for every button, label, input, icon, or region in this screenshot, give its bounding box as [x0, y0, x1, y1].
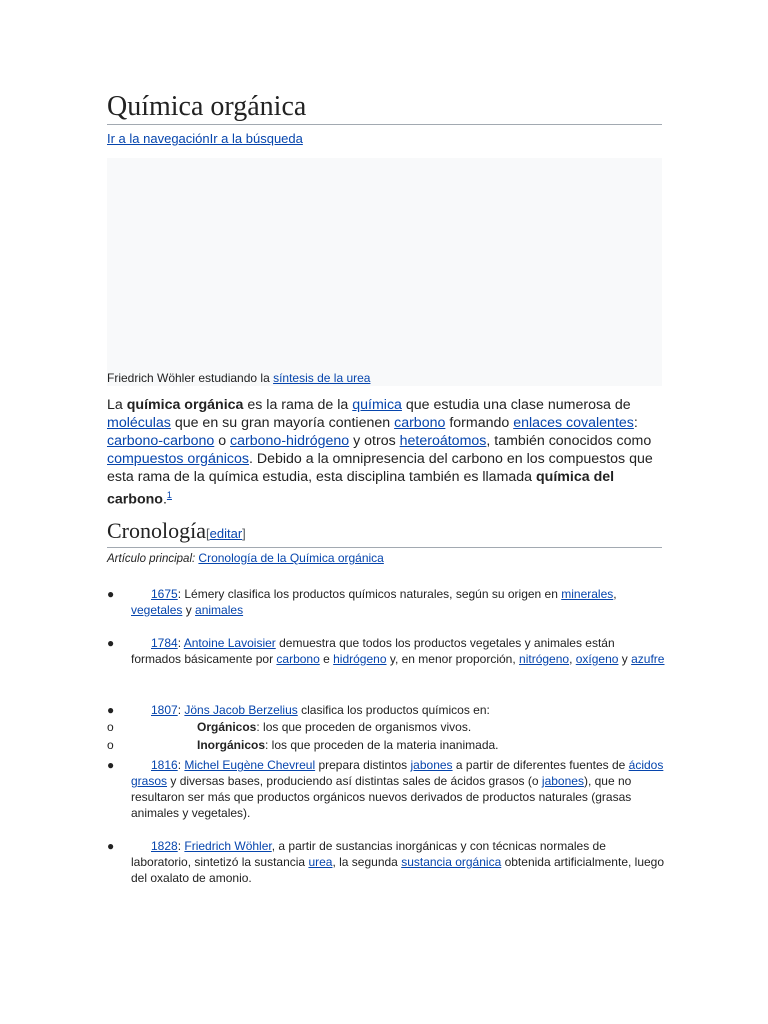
hatnote	[107, 550, 384, 567]
item-text: obtenida artificialmente, luego del oxalato de amonio.	[131, 855, 665, 885]
item-text: :	[177, 839, 185, 853]
bullet-icon: ●	[107, 758, 115, 772]
figure-caption	[107, 370, 370, 386]
link-wohler[interactable]: Friedrich Wöhler	[184, 839, 272, 853]
item-text: y	[182, 603, 196, 617]
link-carbono-carbono[interactable]: carbono-carbono	[107, 433, 215, 449]
link-lavoisier[interactable]: Antoine Lavoisier	[183, 636, 276, 650]
page-title: Química orgánica	[107, 90, 662, 125]
link-compuestos-organicos[interactable]: compuestos orgánicos	[107, 451, 249, 467]
section-heading	[107, 518, 662, 548]
link-azufre[interactable]: azufre	[631, 652, 665, 666]
link-hidrogeno[interactable]: hidrógeno	[333, 652, 387, 666]
link-carbono[interactable]: carbono	[276, 652, 320, 666]
sub-bullet-icon: o	[107, 738, 114, 752]
item-text: ,	[569, 652, 576, 666]
link-minerales[interactable]: minerales	[561, 587, 614, 601]
sub-item-text: : los que proceden de organismos vivos.	[256, 720, 472, 734]
year-link[interactable]: 1807	[151, 703, 178, 717]
caption-link[interactable]: síntesis de la urea	[273, 371, 371, 385]
intro-text: o	[214, 433, 231, 449]
link-carbono[interactable]: carbono	[394, 415, 446, 431]
year-link[interactable]: 1784	[151, 636, 178, 650]
sub-bullet-icon: o	[107, 720, 114, 734]
link-jabones[interactable]: jabones	[541, 774, 584, 788]
hatnote-link[interactable]: Cronología de la Química orgánica	[198, 551, 384, 565]
intro-text: que estudia una clase numerosa de	[401, 397, 631, 413]
sub-item-bold: Inorgánicos	[197, 738, 266, 752]
item-text: clasifica los productos químicos en:	[297, 703, 490, 717]
item-text: a partir de diferentes fuentes de	[452, 758, 629, 772]
item-text: ), que no resultaron ser más que productos orgánicos nuevos derivados de productos naturales (grasas animales y vegetales).	[131, 774, 632, 820]
item-text: y, en menor proporción,	[386, 652, 520, 666]
item-text: :	[177, 636, 184, 650]
link-oxigeno[interactable]: oxígeno	[575, 652, 619, 666]
intro-text: . Debido a la omnipresencia del carbono en los compuestos que esta rama de la química estudia, esta disciplina también es llamada	[107, 451, 653, 485]
link-moleculas[interactable]: moléculas	[107, 415, 171, 431]
jump-links	[107, 131, 303, 147]
sub-item-text: : los que proceden de la materia inanimada.	[265, 738, 499, 752]
hatnote-label: Artículo principal:	[107, 553, 196, 565]
year-link[interactable]: 1816	[151, 758, 178, 772]
item-text: , a partir de sustancias inorgánicas y con técnicas normales de laboratorio, sintetizó la sustancia	[131, 839, 606, 869]
bullet-icon: ●	[107, 636, 115, 650]
link-heteroatomos[interactable]: heteroátomos	[399, 433, 487, 449]
item-text: :	[177, 758, 185, 772]
edit-section	[206, 526, 246, 541]
link-animales[interactable]: animales	[195, 603, 244, 617]
list-item	[107, 635, 666, 667]
item-text: : Lémery clasifica los productos químicos naturales, según su origen en	[177, 587, 562, 601]
list-item	[107, 702, 666, 718]
intro-paragraph	[107, 396, 662, 509]
item-text: y	[618, 652, 632, 666]
section-title: Cronología	[107, 518, 206, 543]
item-text: ,	[613, 587, 617, 601]
intro-text: que en su gran mayoría contienen	[170, 415, 395, 431]
caption-text: Friedrich Wöhler estudiando la	[107, 371, 274, 385]
intro-text: :	[633, 415, 638, 431]
item-text: y diversas bases, produciendo así distintas sales de ácidos grasos (o	[167, 774, 542, 788]
link-nitrogeno[interactable]: nitrógeno	[519, 652, 570, 666]
bullet-icon: ●	[107, 703, 115, 717]
edit-bracket: ]	[242, 526, 246, 541]
year-link[interactable]: 1828	[151, 839, 178, 853]
jump-to-navigation-link[interactable]: Ir a la navegación	[107, 131, 210, 146]
intro-text: La	[107, 397, 127, 413]
intro-text: , también conocidos como	[486, 433, 652, 449]
link-berzelius[interactable]: Jöns Jacob Berzelius	[184, 703, 298, 717]
year-link[interactable]: 1675	[151, 587, 178, 601]
link-enlaces-covalentes[interactable]: enlaces covalentes	[513, 415, 634, 431]
link-urea[interactable]: urea	[308, 855, 333, 869]
thumbnail-figure	[107, 158, 662, 386]
bullet-icon: ●	[107, 587, 115, 601]
list-item	[107, 586, 666, 618]
link-vegetales[interactable]: vegetales	[131, 603, 183, 617]
link-acidos-grasos[interactable]: ácidos grasos	[131, 758, 664, 788]
reference-link[interactable]: 1	[166, 490, 172, 500]
intro-text: .	[162, 491, 167, 508]
intro-text: formando	[445, 415, 514, 431]
item-text: , la segunda	[332, 855, 402, 869]
intro-text: es la rama de la	[243, 397, 353, 413]
item-text: e	[319, 652, 334, 666]
intro-bold-term: química orgánica	[126, 397, 244, 413]
link-chevreul[interactable]: Michel Eugène Chevreul	[184, 758, 316, 772]
list-item	[107, 757, 666, 821]
link-carbono-hidrogeno[interactable]: carbono-hidrógeno	[230, 433, 350, 449]
intro-text: y otros	[349, 433, 400, 449]
item-text: demuestra que todos los productos vegetales y animales están formados básicamente por	[131, 636, 615, 666]
intro-bold-term: química del carbono	[107, 469, 615, 508]
link-quimica[interactable]: química	[352, 397, 402, 413]
link-sustancia-organica[interactable]: sustancia orgánica	[401, 855, 502, 869]
edit-bracket: [	[206, 526, 210, 541]
jump-to-search-link[interactable]: Ir a la búsqueda	[209, 131, 303, 146]
item-text: prepara distintos	[315, 758, 411, 772]
edit-section-link[interactable]: editar	[209, 526, 243, 541]
link-jabones[interactable]: jabones	[410, 758, 453, 772]
bullet-icon: ●	[107, 839, 115, 853]
item-text: :	[177, 703, 185, 717]
sub-item-bold: Orgánicos	[197, 720, 257, 734]
list-item	[107, 838, 666, 886]
